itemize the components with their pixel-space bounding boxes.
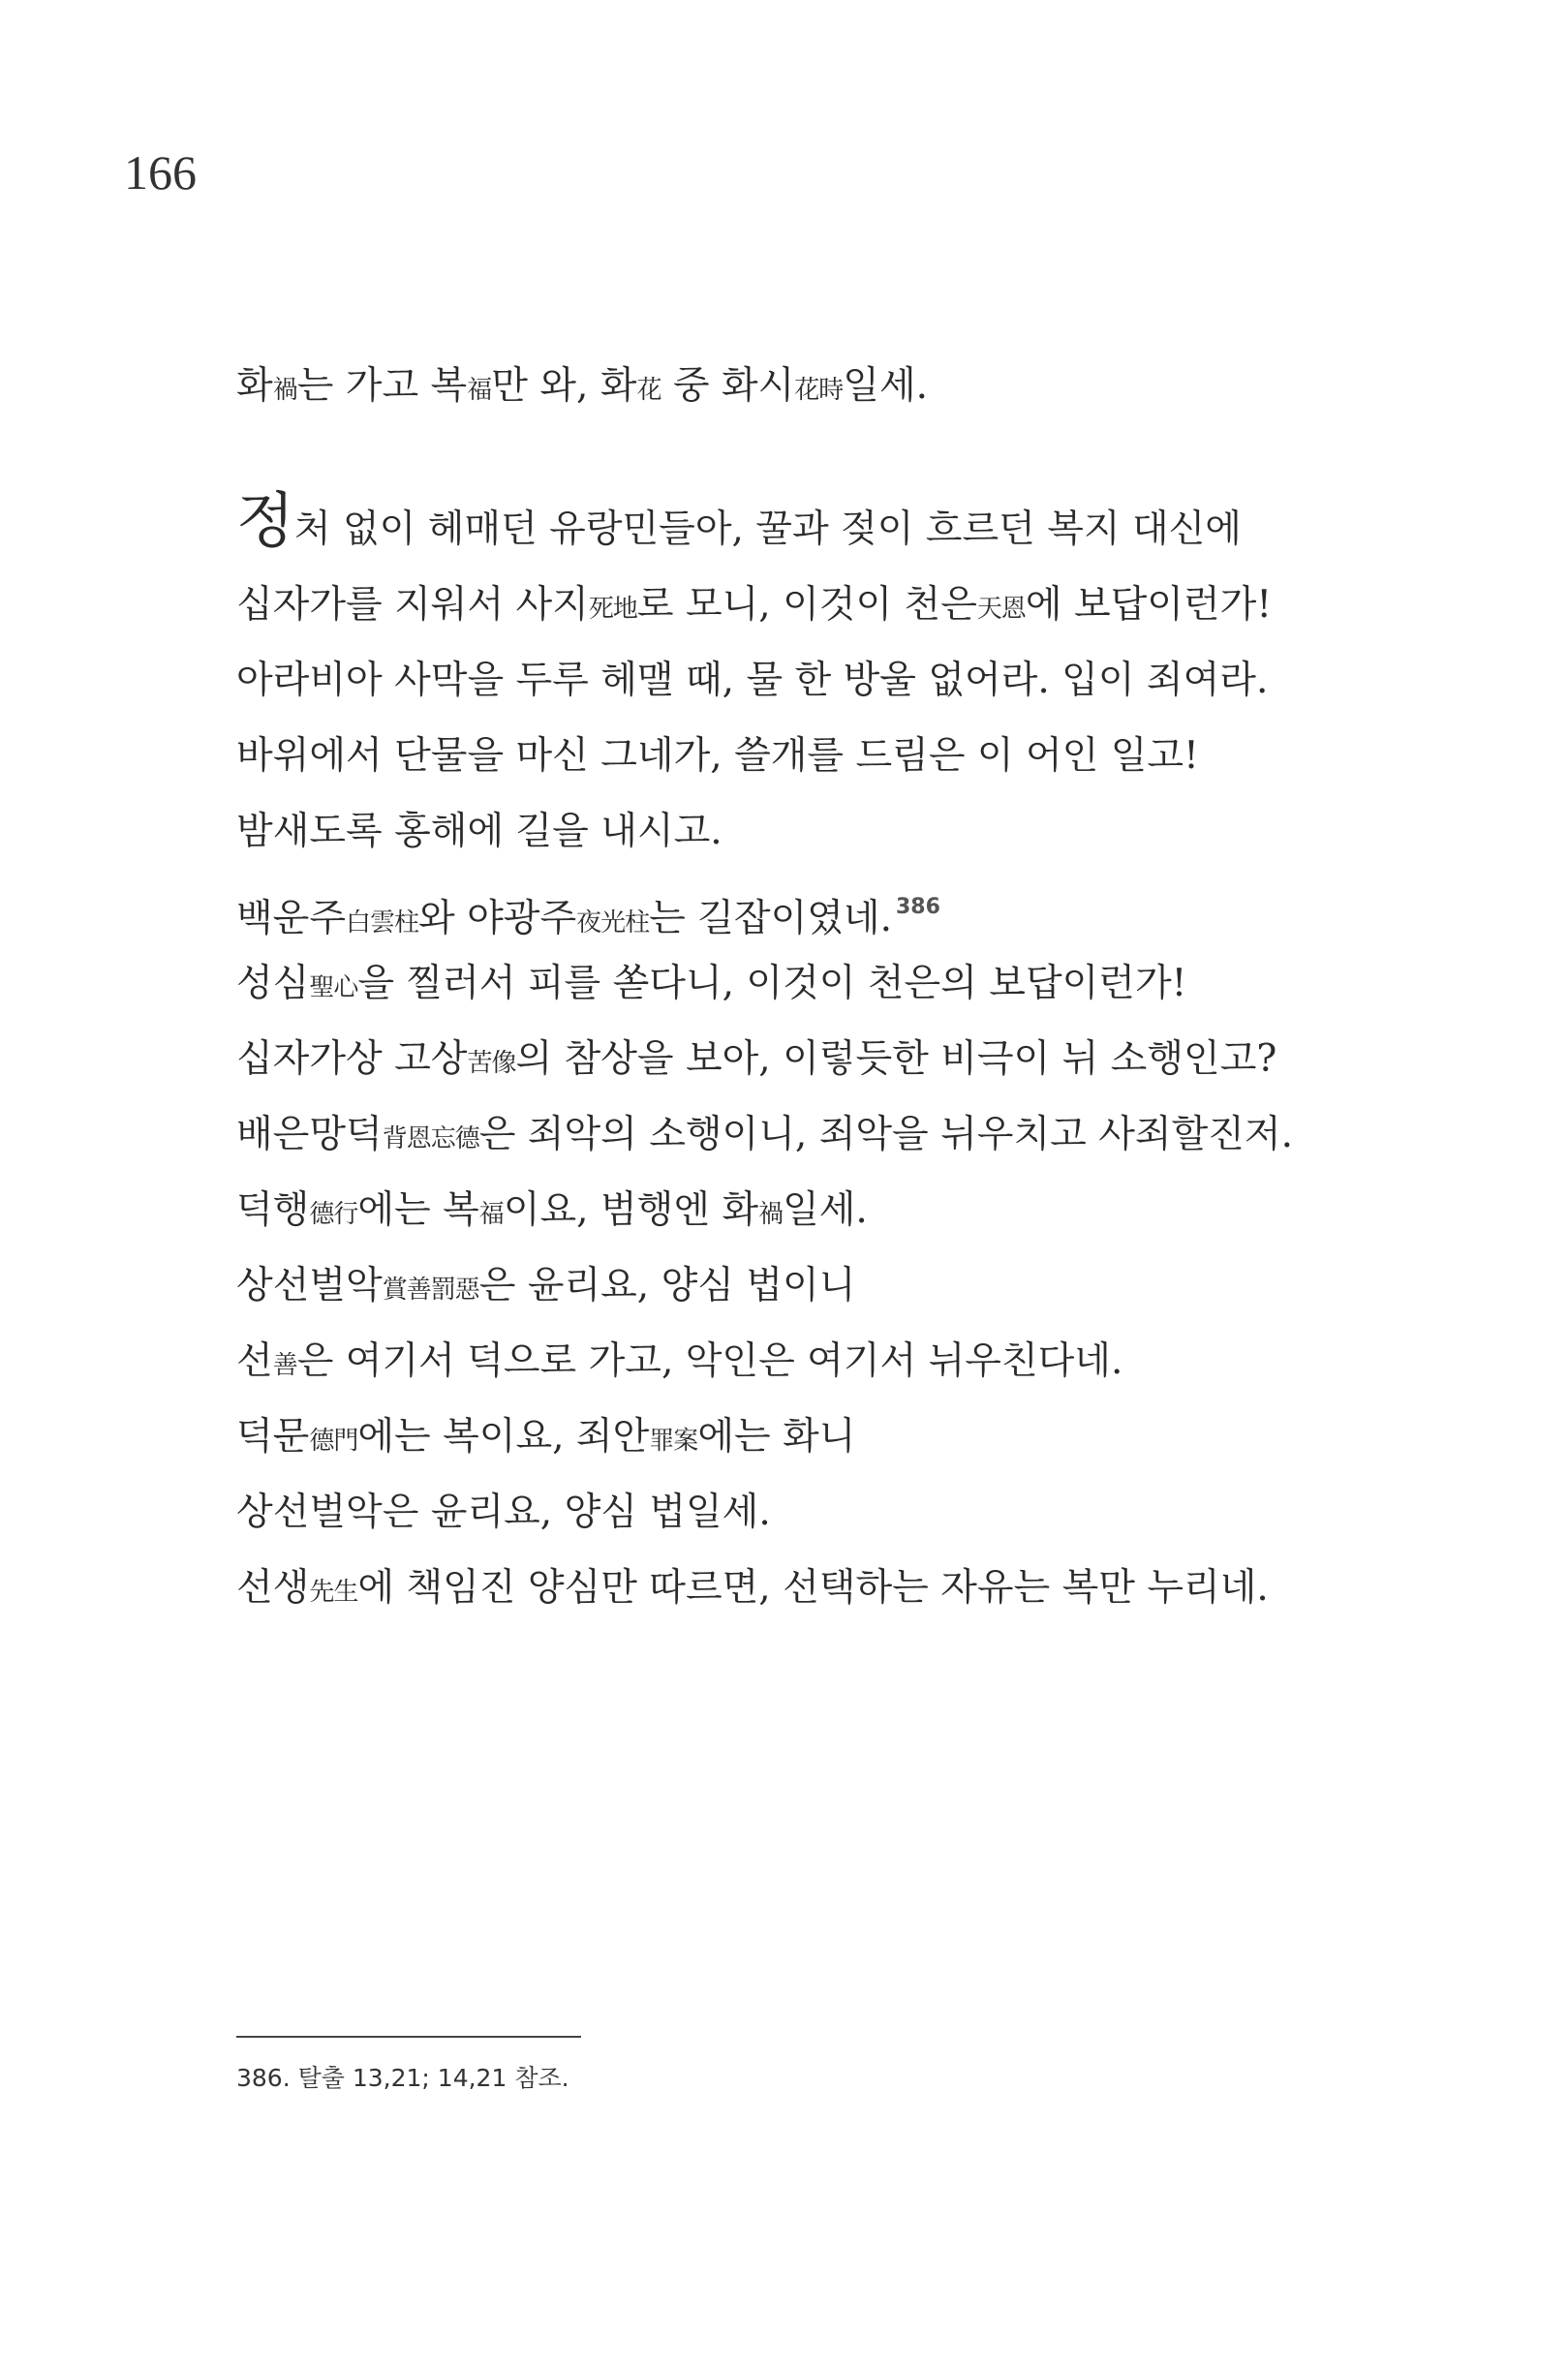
hanja-gloss: 德行 [309,1199,358,1229]
hanja-gloss: 禍 [272,376,297,405]
hanja-gloss: 死地 [588,595,637,625]
text-run: 덕문 [236,1415,310,1460]
text-run: 는 길잡이였네. [649,897,892,941]
text-run: 은 여기서 덕으로 가고, 악인은 여기서 뉘우친다네. [296,1339,1123,1384]
hanja-gloss: 罪案 [649,1427,698,1457]
verse-line [236,1324,1447,1399]
footnote-divider [236,2036,581,2038]
lead-line [236,360,928,416]
text-run: 바위에서 단물을 마신 그네가, 쓸개를 드림은 이 어인 일고! [236,734,1199,779]
hanja-gloss: 善 [272,1351,297,1381]
text-run: 에는 복 [357,1187,479,1232]
hanja-gloss: 禍 [758,1199,784,1229]
text-run: 의 참상을 보아, 이렇듯한 비극이 뉘 소행인고? [515,1036,1277,1081]
verse-line [236,643,1447,719]
text-run: 만 와, 화 [491,364,637,408]
verse-line [236,719,1447,794]
footnote: 386. 탈출 13,21; 14,21 참조. [236,2064,569,2092]
verse-line [236,1475,1447,1551]
verse-line [236,946,1447,1022]
text-run: 상선벌악은 윤리요, 양심 법일세. [236,1491,771,1535]
hanja-gloss: 苦像 [467,1048,516,1078]
hanja-gloss: 福 [467,376,492,405]
text-run: 에 책임진 양심만 따르면, 선택하는 자유는 복만 누리네. [357,1566,1269,1611]
page-number: 166 [124,145,197,200]
text-run: 은 윤리요, 양심 법이니 [478,1263,856,1307]
hanja-gloss: 花 [636,376,661,405]
hanja-gloss: 福 [478,1199,504,1229]
initial-letter: 정 [236,485,294,556]
text-run: 밤새도록 홍해에 길을 내시고. [236,810,723,854]
text-run: 을 찔러서 피를 쏟다니, 이것이 천은의 보답이런가! [357,961,1187,1005]
text-run: 백운주 [236,897,347,941]
hanja-gloss: 白雲柱 [346,908,419,938]
text-run: 십자가상 고상 [236,1036,468,1081]
text-run: 에는 복이요, 죄안 [357,1415,650,1460]
verse-line [236,1097,1447,1173]
text-run: 일세. [843,364,929,408]
hanja-gloss: 背恩忘德 [382,1123,479,1153]
footnote-reference: 386 [896,895,940,920]
text-run: 에 보답이런가! [1025,583,1273,628]
text-run: 선 [236,1339,273,1384]
text-run: 처 없이 헤매던 유랑민들아, 꿀과 젖이 흐르던 복지 대신에 [293,507,1242,551]
text-run: 에는 화니 [697,1415,856,1460]
text-run: 성심 [236,961,310,1005]
text-run: 일세. [783,1187,868,1232]
verse-line [236,870,1447,945]
hanja-gloss: 天恩 [976,595,1026,625]
verse-line [236,794,1447,870]
hanja-gloss: 賞善罰惡 [382,1275,479,1305]
verse-line [236,568,1447,643]
text-run: 은 죄악의 소행이니, 죄악을 뉘우치고 사죄할진저. [478,1112,1293,1156]
text-run: 배은망덕 [236,1112,383,1156]
text-run: 이요, 범행엔 화 [503,1187,759,1232]
verse-body [236,485,1447,1626]
text-run: 로 모니, 이것이 천은 [636,583,977,628]
hanja-gloss: 聖心 [309,972,358,1002]
text-run: 선생 [236,1566,310,1611]
text-run: 십자가를 지워서 사지 [236,583,589,628]
hanja-gloss: 先生 [309,1578,358,1608]
hanja-gloss: 夜光柱 [576,908,650,938]
text-run: 상선벌악 [236,1263,383,1307]
verse-line [236,1248,1447,1324]
verse-line [236,1399,1447,1475]
verse-line [236,1173,1447,1248]
verse-line [236,1022,1447,1097]
verse-line [236,485,1447,568]
hanja-gloss: 德門 [309,1427,358,1457]
text-run: 와 야광주 [418,897,577,941]
verse-line [236,1551,1447,1626]
text-run: 중 화시 [661,364,795,408]
text-run: 화 [236,364,273,408]
hanja-gloss: 花時 [794,376,844,405]
text-run: 는 가고 복 [296,364,468,408]
text-run: 덕행 [236,1187,310,1232]
text-run: 아라비아 사막을 두루 헤맬 때, 물 한 방울 없어라. 입이 죄여라. [236,659,1269,703]
